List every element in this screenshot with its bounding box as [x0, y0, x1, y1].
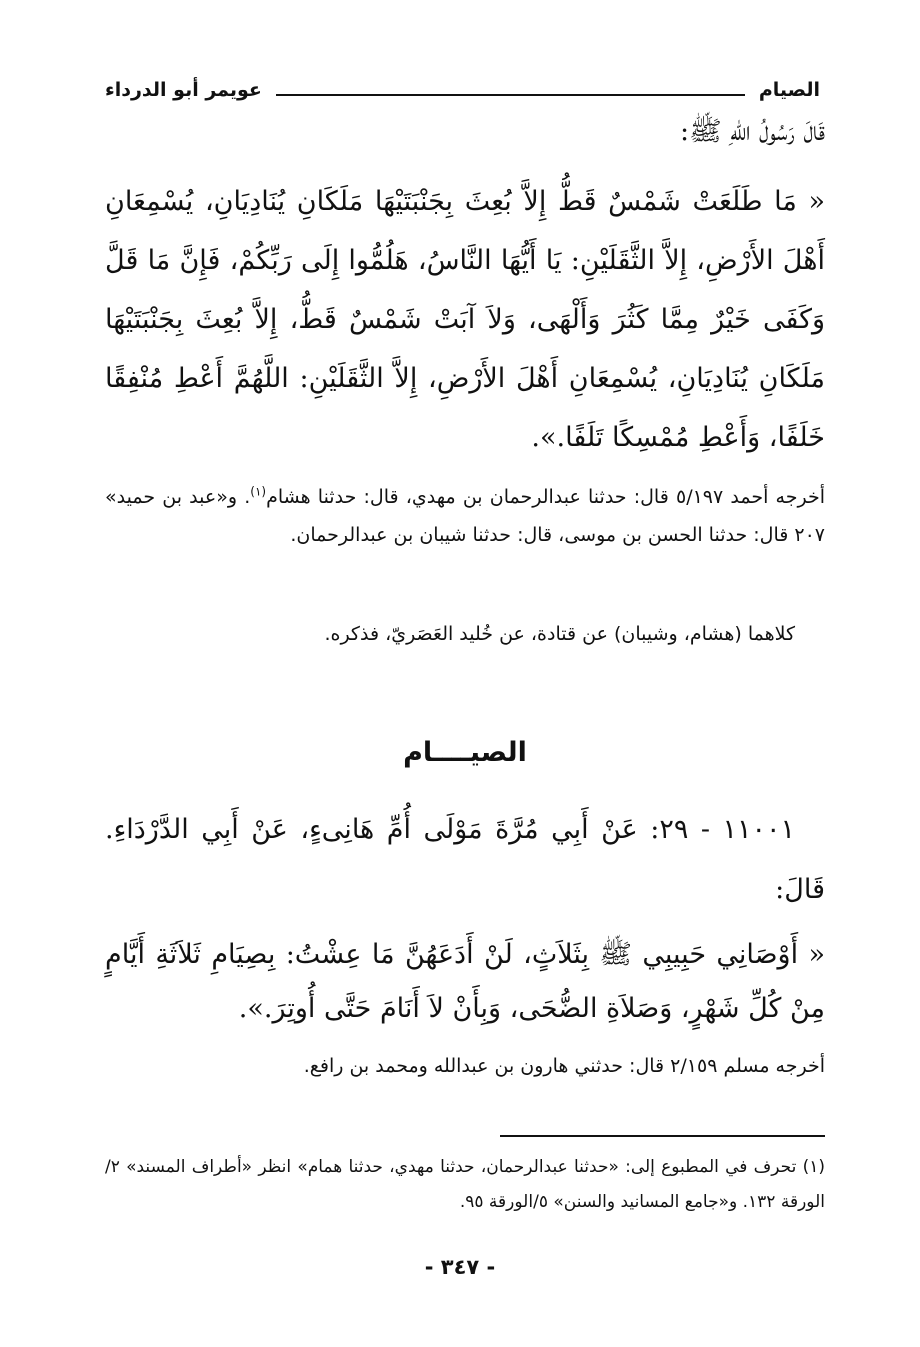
footnote-divider — [500, 1135, 825, 1137]
hadith-text-1: « مَا طَلَعَتْ شَمْسٌ قَطُّ إِلاَّ بُعِثَ بِجَنْبَتَيْهَا مَلَكَانِ يُنَادِيَانِ، يُسْمِعَانِ أَهْلَ الأَرْضِ، إِلاَّ الثَّقَلَيْنِ: يَا أَيُّهَا النَّاسُ، هَلُمُّوا إِلَى رَبِّكُمْ، فَإِنَّ مَا قَلَّ وَكَفَى خَيْرٌ مِمَّا كَثُرَ وَأَلْهَى، وَلاَ آبَتْ شَمْسٌ قَطُّ، إِلاَّ بُعِثَ بِجَنْبَتَيْهَا مَلَكَانِ يُنَادِيَانِ، يُسْمِعَانِ أَهْلَ الأَرْضِ، إِلاَّ الثَّقَلَيْنِ: اللَّهُمَّ أَعْطِ مُنْفِقًا خَلَفًا، وَأَعْطِ مُمْسِكًا تَلَفًا.». — [105, 186, 825, 453]
hadith-text-2: « أَوْصَانِي حَبِيبِي ﷺ بِثَلاَثٍ، لَنْ أَدَعَهُنَّ مَا عِشْتُ: بِصِيَامِ ثَلاَثَةِ أَيَّامٍ مِنْ كُلِّ شَهْرٍ، وَصَلاَةِ الضُّحَى، وَبِأَنْ لاَ أَنَامَ حَتَّى أُوتِرَ.». — [105, 939, 825, 1024]
takhrij-1-part1: أخرجه أحمد ٥/١٩٧ قال: حدثنا عبدالرحمان بن مهدي، قال: حدثنا هشام — [266, 486, 825, 508]
hadith-2-head: ١١٠٠١ - ٢٩: عَنْ أَبِي مُرَّةَ مَوْلَى أُمِّ هَانِىءٍ، عَنْ أَبِي الدَّرْدَاءِ. قَالَ: — [105, 814, 825, 905]
takhrij-1-part2: . و«عبد بن حميد» ٢٠٧ قال: حدثنا الحسن بن موسى، قال: حدثنا شيبان بن عبدالرحمان. — [105, 486, 825, 546]
hadith-intro: قَالَ رَسُولُ اللهِ ﷺ: — [679, 116, 825, 147]
takhrij-1-chain: كلاهما (هشام، وشيبان) عن قتادة، عن خُليد العَصَريّ، فذكره. — [324, 623, 795, 645]
takhrij-2: أخرجه مسلم ٢/١٥٩ قال: حدثني هارون بن عبدالله ومحمد بن رافع. — [303, 1055, 825, 1077]
header-rule — [276, 94, 745, 96]
header-chapter: الصيام — [758, 79, 820, 101]
takhrij-1 — [105, 478, 825, 554]
footnote-ref[interactable]: (١) — [250, 484, 267, 499]
footnote: (١) تحرف في المطبوع إلى: «حدثنا عبدالرحمان، حدثنا مهدي، حدثنا همام» انظر «أطراف المسند» ٢/ الورقة ١٣٢. و«جامع المسانيد والسنن» ٥/الورقة ٩٥. — [105, 1157, 825, 1212]
header-narrator: عويمر أبو الدرداء — [105, 79, 262, 101]
section-title: الصيــــام — [403, 737, 527, 768]
running-header — [105, 70, 820, 110]
page-number: - ٣٤٧ - — [424, 1255, 496, 1279]
